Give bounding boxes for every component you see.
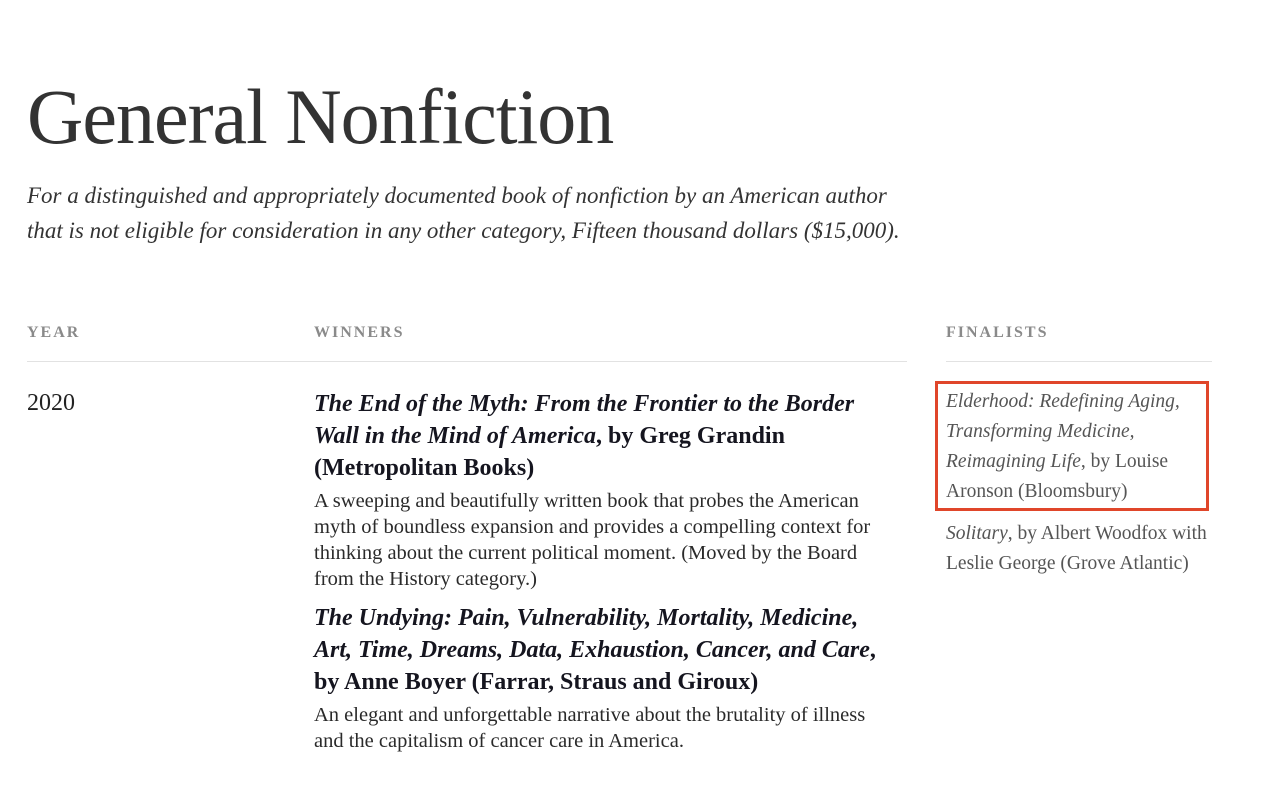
winner-title[interactable] [314,388,889,484]
finalist-entry[interactable] [946,387,1208,507]
winners-list [314,388,889,764]
finalist-book-title[interactable]: Elderhood: Redefining Aging, Transforming Medicine, Reimagining Life [946,391,1180,472]
winner-byline: , by Greg Grandin (Metropolitan Books) [314,423,785,481]
category-description: For a distinguished and appropriately documented book of nonfiction by an American author that is not eligible for consideration in any other category, Fifteen thousand dollars ($15,000). [27,183,900,243]
winner-book-title[interactable]: The Undying: Pain, Vulnerability, Mortality, Medicine, Art, Time, Dreams, Data, Exhaustion, Cancer, and Care [314,605,870,663]
winner-entry [314,602,889,754]
winner-byline: , by Anne Boyer (Farrar, Straus and Giroux) [314,637,876,695]
finalist-book-title[interactable]: Solitary [946,523,1008,544]
winner-book-title[interactable]: The End of the Myth: From the Frontier to the Border Wall in the Mind of America [314,391,855,449]
finalist-byline: , by Louise Aronson (Bloomsbury) [946,451,1169,502]
winner-entry [314,388,889,592]
page-title: General Nonfiction [27,73,614,160]
winner-citation: A sweeping and beautifully written book that probes the American myth of boundless expansion and provides a compelling context for thinking about the current political moment. (Moved by the Board from the History category.) [314,490,871,590]
column-header-finalists: FINALISTS [946,324,1049,341]
column-header-winners: WINNERS [314,324,405,341]
winner-title[interactable] [314,602,889,698]
finalists-list [946,387,1208,579]
winners-header-divider [27,361,907,362]
row-year: 2020 [27,390,75,416]
finalist-entry[interactable] [946,519,1208,579]
column-header-year: YEAR [27,324,81,341]
finalists-header-divider [946,361,1212,362]
winner-citation: An elegant and unforgettable narrative about the brutality of illness and the capitalism of cancer care in America. [314,704,866,752]
finalist-byline: , by Albert Woodfox with Leslie George (Grove Atlantic) [946,523,1207,574]
